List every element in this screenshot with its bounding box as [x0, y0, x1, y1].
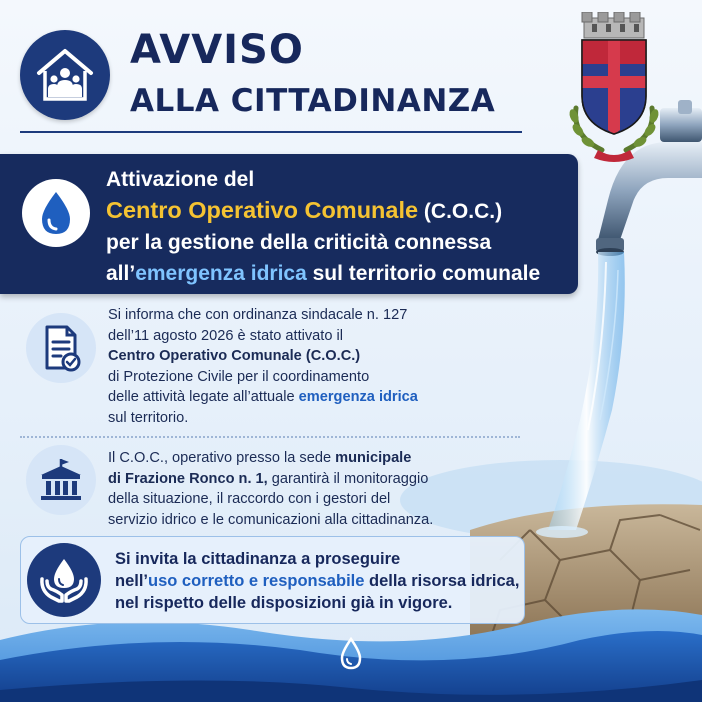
header-divider: [20, 131, 522, 133]
operations-line-4: servizio idrico e le comunicazioni alla cittadinanza.: [108, 511, 434, 528]
section-divider: [20, 436, 520, 438]
ordinance-line-4: di Protezione Civile per il coordinamento: [108, 368, 370, 385]
coc-activation-banner: [0, 154, 578, 294]
banner-line-4: [106, 258, 571, 289]
invitation-box: [20, 536, 525, 624]
water-drop-icon: [22, 179, 90, 247]
invitation-line-3: nel rispetto delle disposizioni già in vigore.: [115, 594, 453, 612]
operations-line-1-prefix: Il C.O.C., operativo presso la sede: [108, 450, 336, 466]
municipal-crest-icon: [562, 12, 666, 168]
invitation-line-1: Si invita la cittadinanza a proseguire: [115, 550, 401, 568]
page-subtitle: ALLA CITTADINANZA: [130, 83, 496, 119]
ordinance-notice: [108, 305, 418, 428]
banner-line-3: per la gestione della criticità connessa: [106, 231, 492, 254]
banner-line-2: [106, 195, 571, 227]
footer-water-drop-icon: [339, 637, 363, 671]
invitation-line-2-suffix: della risorsa idrica,: [364, 572, 520, 590]
ordinance-line-1: Si informa che con ordinanza sindacale n. 127: [108, 307, 408, 323]
coc-operations-notice: [108, 448, 433, 530]
page-title: AVVISO: [130, 27, 304, 73]
operations-line-2-suffix: garantirà il monitoraggio: [267, 470, 429, 487]
operations-line-1: [108, 448, 433, 469]
document-check-icon: [26, 313, 96, 383]
ordinance-emergency-highlight: emergenza idrica: [298, 389, 418, 405]
ordinance-line-2: dell’11 agosto 2026 è stato attivato il: [108, 327, 344, 344]
coc-full-name: Centro Operativo Comunale (C.O.C.): [108, 348, 361, 364]
invitation-message: [115, 548, 519, 614]
banner-heading: [106, 164, 571, 289]
community-house-icon: [20, 30, 110, 120]
operations-address: di Frazione Ronco n. 1,: [108, 470, 268, 487]
hands-water-drop-icon: [27, 543, 101, 617]
ordinance-line-5: [108, 387, 418, 408]
invitation-line-2-prefix: nell’: [115, 572, 149, 590]
operations-line-2: [108, 469, 433, 490]
banner-line-4-prefix: all’: [106, 262, 136, 285]
banner-coc-name: Centro Operativo Comunale: [106, 197, 419, 223]
banner-line-1: Attivazione del: [106, 168, 255, 191]
banner-coc-acronym: (C.O.C.): [418, 200, 503, 223]
ordinance-line-5-prefix: delle attività legate all’attuale: [108, 389, 299, 405]
invitation-line-2: [115, 570, 519, 592]
banner-emergency-highlight: emergenza idrica: [135, 262, 307, 285]
town-hall-icon: [26, 445, 96, 515]
operations-line-3: della situazione, il raccordo con i gestori del: [108, 491, 391, 507]
invitation-highlight: uso corretto e responsabile: [148, 572, 365, 590]
operations-municipal: municipale: [335, 450, 412, 466]
ordinance-line-6: sul territorio.: [108, 409, 189, 426]
banner-line-4-suffix: sul territorio comunale: [306, 262, 541, 285]
ordinance-line-3: [108, 346, 418, 367]
